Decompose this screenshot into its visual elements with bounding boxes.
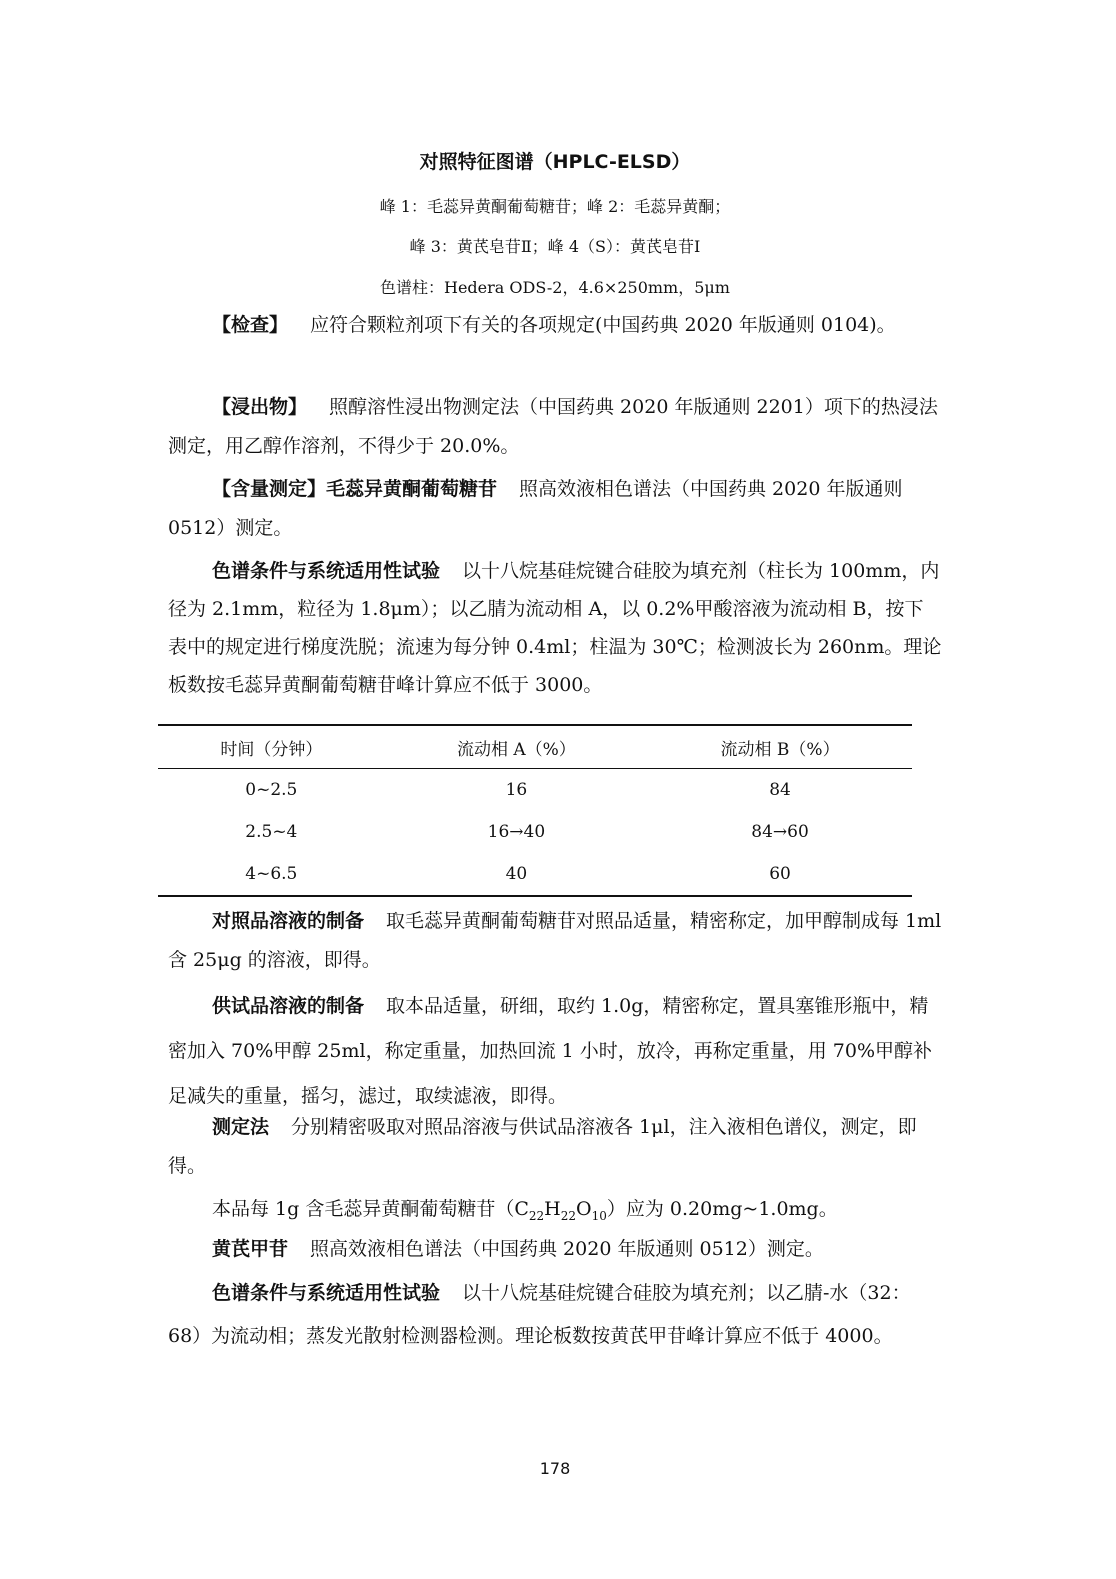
cell-phase-b: 84 [769, 780, 791, 800]
cell-phase-b: 60 [769, 864, 791, 884]
extract-heading: 【浸出物】 [212, 396, 308, 418]
test-solution-heading: 供试品溶液的制备 [212, 995, 365, 1017]
check-heading: 【检查】 [212, 314, 289, 336]
header-time: 时间（分钟） [158, 725, 385, 769]
astragaloside-heading: 黄芪甲苷 [212, 1238, 289, 1260]
method-section [168, 1108, 942, 1186]
astragaloside-text: 照高效液相色谱法（中国药典 2020 年版通则 0512）测定。 [310, 1238, 824, 1260]
cell-phase-a: 40 [505, 864, 528, 884]
extract-section [168, 388, 942, 466]
extract-text: 照醇溶性浸出物测定法（中国药典 2020 年版通则 2201）项下的热浸法测定，用乙醇作溶剂，不得少于 20.0%。 [168, 396, 938, 457]
cell-phase-a: 16 [505, 780, 528, 800]
chrom2-heading: 色谱条件与系统适用性试验 [212, 1282, 441, 1304]
chrom2-text: 以十八烷基硅烷键合硅胶为填充剂；以乙腈-水（32：68）为流动相；蒸发光散射检测器检测。理论板数按黄芪甲苷峰计算应不低于 4000。 [168, 1282, 911, 1347]
table-row [158, 769, 912, 812]
figure-caption-peaks-3-4: 峰 3：黄芪皂苷Ⅱ；峰 4（S）：黄芪皂苷Ⅰ [409, 237, 701, 256]
figure-caption-peaks-1-2: 峰 1：毛蕊异黄酮葡萄糖苷；峰 2：毛蕊异黄酮； [379, 197, 731, 216]
assay-text: 照高效液相色谱法（中国药典 2020 年版通则 0512）测定。 [168, 478, 903, 539]
table-row [158, 811, 912, 853]
check-text: 应符合颗粒剂项下有关的各项规定(中国药典 2020 年版通则 0104)。 [310, 314, 896, 336]
ref-solution-section [168, 902, 942, 980]
cell-time: 0~2.5 [245, 780, 298, 800]
test-solution-text: 取本品适量，研细，取约 1.0g，精密称定，置具塞锥形瓶中，精密加入 70%甲醇 25ml，称定重量，加热回流 1 小时，放冷，再称定重量，用 70%甲醇补足减失的重量，摇匀，滤过，取续滤液，即得。 [168, 995, 933, 1107]
formula-o: O [576, 1198, 592, 1220]
cell-phase-a: 16→40 [487, 822, 546, 842]
method-text: 分别精密吸取对照品溶液与供试品溶液各 1μl，注入液相色谱仪，测定，即得。 [168, 1116, 917, 1177]
formula-sub-o: 10 [591, 1208, 607, 1223]
content-limit-suffix: ）应为 0.20mg~1.0mg。 [606, 1198, 838, 1220]
cell-phase-b: 84→60 [751, 822, 809, 842]
chrom1-heading: 色谱条件与系统适用性试验 [212, 560, 441, 582]
assay-heading: 【含量测定】毛蕊异黄酮葡萄糖苷 [212, 478, 498, 500]
astragaloside-section [168, 1230, 942, 1269]
check-section [168, 306, 942, 345]
assay-section [168, 470, 942, 548]
content-limit [168, 1190, 942, 1236]
page-number: 178 [539, 1459, 571, 1478]
chrom-conditions-2 [168, 1272, 942, 1358]
header-phase-b: 流动相 B（%） [648, 725, 912, 769]
ref-solution-text: 取毛蕊异黄酮葡萄糖苷对照品适量，精密称定，加甲醇制成每 1ml 含 25μg 的溶液，即得。 [168, 910, 942, 971]
cell-time: 2.5~4 [245, 822, 298, 842]
test-solution-section [168, 984, 942, 1119]
formula-sub-c: 22 [528, 1208, 545, 1223]
table-header-row [158, 725, 912, 769]
figure-title: 对照特征图谱（HPLC-ELSD） [419, 151, 691, 173]
formula-h: H [544, 1198, 561, 1220]
table-row [158, 853, 912, 896]
chrom-conditions-1 [168, 552, 942, 704]
figure-caption-column: 色谱柱：Hedera ODS-2，4.6×250mm，5μm [380, 278, 730, 297]
cell-time: 4~6.5 [245, 864, 298, 884]
method-heading: 测定法 [212, 1116, 270, 1138]
gradient-table [158, 724, 912, 897]
content-limit-prefix: 本品每 1g 含毛蕊异黄酮葡萄糖苷（C [212, 1198, 529, 1220]
formula-sub-h: 22 [560, 1208, 577, 1223]
header-phase-a: 流动相 A（%） [385, 725, 648, 769]
chrom1-text: 以十八烷基硅烷键合硅胶为填充剂（柱长为 100mm，内径为 2.1mm，粒径为 1.8μm）；以乙腈为流动相 A，以 0.2%甲酸溶液为流动相 B，按下表中的规定进行梯度洗脱；流速为每分钟 0.4ml；柱温为 30℃；检测波长为 260nm。理论板数按毛蕊异黄酮葡萄糖苷峰计算应不低于 3000。 [168, 560, 942, 696]
ref-solution-heading: 对照品溶液的制备 [212, 910, 365, 932]
